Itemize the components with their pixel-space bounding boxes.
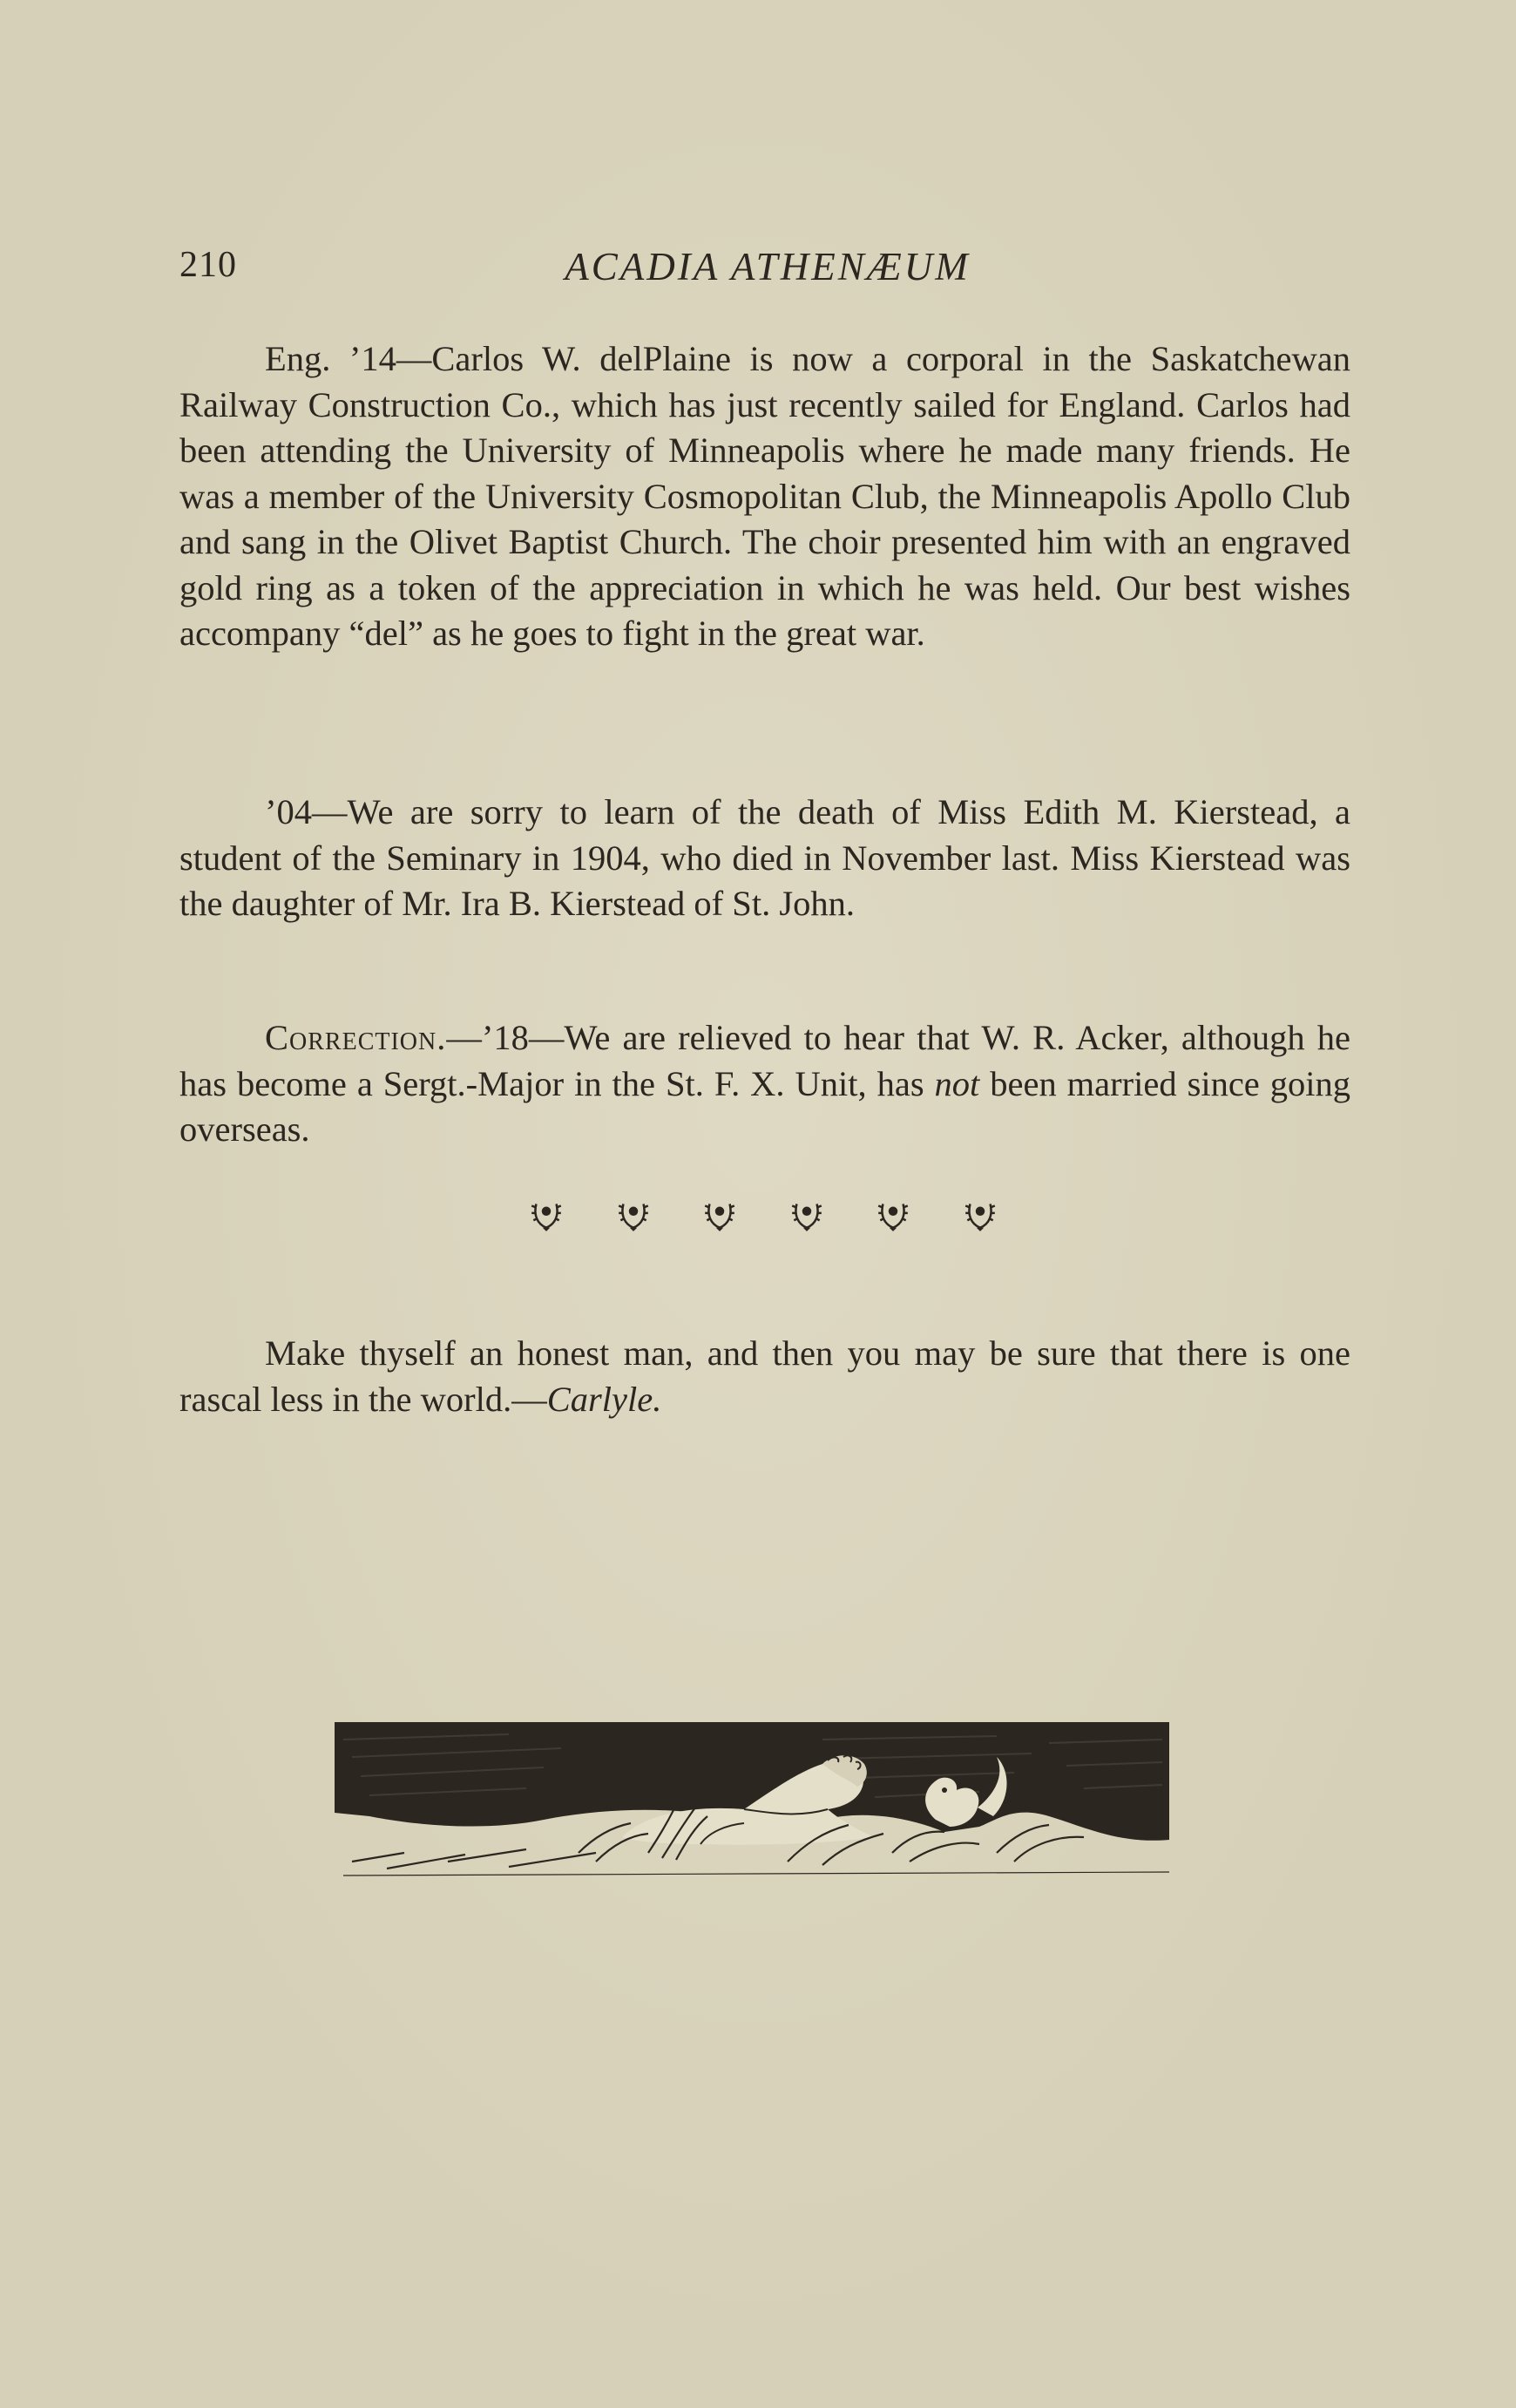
quotation-text: Make thyself an honest man, and then you may be sure that there is one rascal less in the world.— <box>179 1333 1350 1419</box>
laurel-wreath-icon <box>875 1197 911 1233</box>
paragraph-kierstead: ’04—We are sorry to learn of the death of Miss Edith M. Kierstead, a student of the Seminary in 1904, who died in November last. Miss Kierstead was the daughter of Mr. Ira B. Kierstead of St. John. <box>179 792 1350 923</box>
paragraph-correction <box>179 1015 1350 1153</box>
laurel-wreath-icon <box>962 1197 998 1233</box>
running-title: ACADIA ATHENÆUM <box>565 245 971 288</box>
correction-emphasis: not <box>934 1063 980 1103</box>
paragraph-quotation <box>179 1331 1350 1422</box>
page-header <box>179 244 1350 296</box>
paragraph-delplaine: Eng. ’14—Carlos W. delPlaine is now a corporal in the Saskatchewan Railway Construction Co., which has just recently sailed for England. Carlos had been attending the University of Minneapolis where he made many friends. He was a member of the University Cosmopolitan Club, the Minneapolis Apollo Club and sang in the Olivet Baptist Church. The choir presented him with an engraved gold ring as a token of the appreciation in which he was held. Our best wishes accompany “del” as he goes to fight in the great war. <box>179 339 1350 653</box>
laurel-wreath-icon <box>615 1197 652 1233</box>
page-number: 210 <box>179 245 237 285</box>
correction-text-start: —’18—We are relieved to hear that W. R. Acker, although he has become a Sergt.-Major in the St. F. X. Unit, has <box>179 1018 1350 1103</box>
quotation-attribution: Carlyle. <box>546 1379 662 1419</box>
correction-text-end: been married since going overseas. <box>179 1063 1350 1149</box>
laurel-wreath-icon <box>528 1197 565 1233</box>
laurel-wreath-icon <box>701 1197 738 1233</box>
ornament-row <box>528 1197 998 1240</box>
reclining-figure-with-squirrel-vignette <box>335 1722 1169 1877</box>
laurel-wreath-icon <box>788 1197 825 1233</box>
correction-label: Correction. <box>265 1018 447 1057</box>
